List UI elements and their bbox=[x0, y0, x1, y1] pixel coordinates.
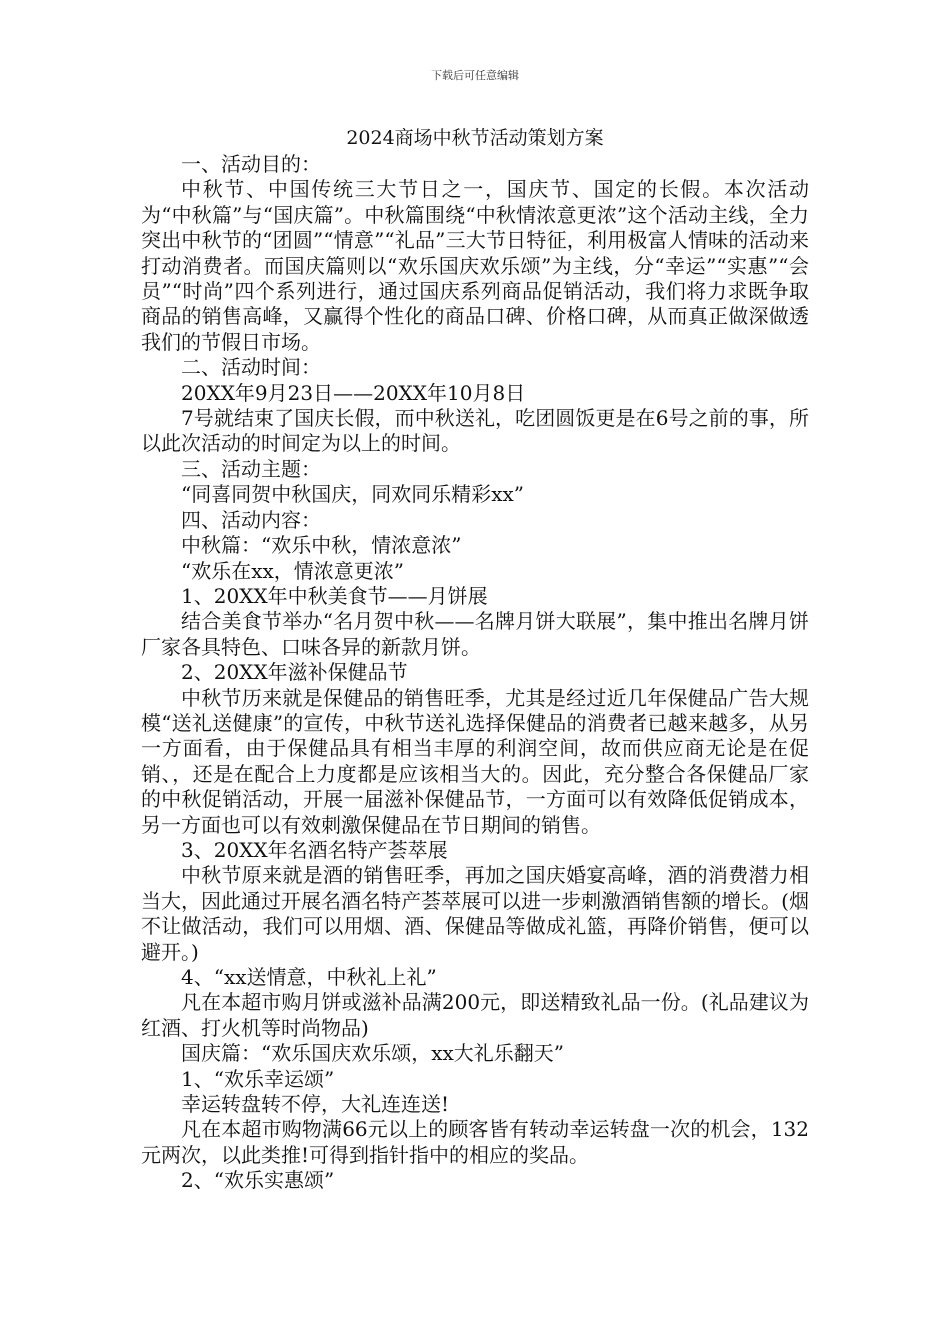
section-heading-purpose: 一、活动目的： bbox=[181, 152, 321, 176]
document-title: 2024商场中秋节活动策划方案 bbox=[346, 127, 604, 149]
paragraph: 结合美食节举办“名月贺中秋——名牌月饼大联展”，集中推出名牌月饼厂家各具特色、口味各异的新款月饼。 bbox=[141, 609, 809, 659]
paragraph: 2、“欢乐实惠颂” bbox=[181, 1168, 335, 1193]
paragraph: 幸运转盘转不停，大礼连连送! bbox=[181, 1092, 450, 1117]
paragraph: 2、20XX年滋补保健品节 bbox=[181, 660, 408, 685]
page-header-note: 下载后可任意编辑 bbox=[431, 69, 519, 82]
paragraph: 4、“xx送情意，中秋礼上礼” bbox=[181, 965, 437, 989]
section-heading-theme: 三、活动主题： bbox=[181, 456, 321, 481]
paragraph: 20XX年9月23日——20XX年10月8日 bbox=[181, 380, 526, 405]
paragraph: 1、“欢乐幸运颂” bbox=[181, 1066, 335, 1091]
document-body bbox=[141, 124, 809, 1194]
paragraph: 1、20XX年中秋美食节——月饼展 bbox=[181, 583, 488, 608]
paragraph: 7号就结束了国庆长假，而中秋送礼，吃团圆饭更是在6号之前的事，所以此次活动的时间定为以上的时间。 bbox=[141, 406, 809, 456]
paragraph: 中秋节原来就是酒的销售旺季，再加之国庆婚宴高峰，酒的消费潜力相当大，因此通过开展名酒名特产荟萃展可以进一步刺激酒销售额的增长。(烟不让做活动，我们可以用烟、酒、保健品等做成礼篮，再降价销售，便可以避开。) bbox=[141, 863, 809, 964]
section-heading-content: 四、活动内容： bbox=[181, 507, 321, 532]
paragraph: 中秋节历来就是保健品的销售旺季，尤其是经过近几年保健品广告大规模“送礼送健康”的宣传，中秋节送礼选择保健品的消费者已越来越多，从另一方面看，由于保健品具有相当丰厚的利润空间，故而供应商无论是在促销、，还是在配合上力度都是应该相当大的。因此，充分整合各保健品厂家的中秋促销活动，开展一届滋补保健品节，一方面可以有效降低促销成本，另一方面也可以有效刺激保健品在节日期间的销售。 bbox=[141, 685, 809, 837]
paragraph: 中秋节、中国传统三大节日之一，国庆节、国定的长假。本次活动为“中秋篇”与“国庆篇”。中秋篇围绕“中秋情浓意更浓”这个活动主线，全力突出中秋节的“团圆”“情意”“礼品”三大节日特征，利用极富人情味的活动来打动消费者。而国庆篇则以“欢乐国庆欢乐颂”为主线，分“幸运”“实惠”“会员”“时尚”四个系列进行，通过国庆系列商品促销活动，我们将力求既争取商品的销售高峰，又赢得个性化的商品口碑、价格口碑，从而真正做深做透我们的节假日市场。 bbox=[141, 177, 809, 354]
paragraph: “同喜同贺中秋国庆，同欢同乐精彩xx” bbox=[181, 482, 525, 507]
section-heading-time: 二、活动时间： bbox=[181, 355, 321, 380]
paragraph: 凡在本超市购物满66元以上的顾客皆有转动幸运转盘一次的机会，132元两次，以此类推!可得到指针指中的相应的奖品。 bbox=[141, 1117, 809, 1167]
paragraph: 中秋篇：“欢乐中秋，情浓意浓” bbox=[181, 533, 462, 558]
paragraph: 凡在本超市购月饼或滋补品满200元，即送精致礼品一份。(礼品建议为红酒、打火机等时尚物品) bbox=[141, 990, 809, 1040]
paragraph: “欢乐在xx，情浓意更浓” bbox=[181, 558, 405, 583]
paragraph: 国庆篇：“欢乐国庆欢乐颂，xx大礼乐翻天” bbox=[181, 1041, 565, 1066]
paragraph: 3、20XX年名酒名特产荟萃展 bbox=[181, 837, 448, 862]
